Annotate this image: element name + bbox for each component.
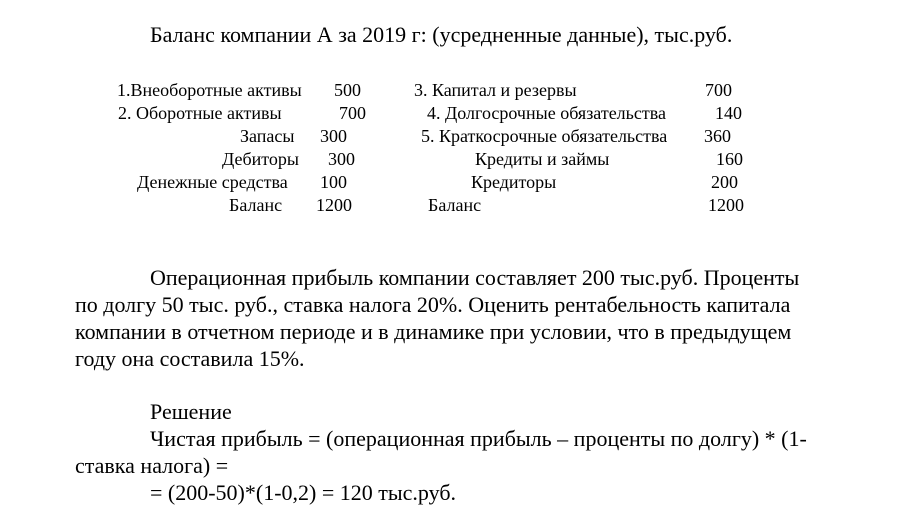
solution-line-2: ставка налога) = (75, 453, 229, 478)
problem-line-3: компании в отчетном периоде и в динамике при условии, что в предыдущем (75, 319, 792, 344)
asset-value-inventory: 300 (320, 126, 347, 146)
liab-value-loans: 160 (716, 149, 743, 169)
problem-line-4: году она составила 15%. (75, 346, 305, 371)
asset-value-total: 1200 (316, 195, 352, 215)
liab-value-equity: 700 (705, 80, 732, 100)
asset-value-current: 700 (339, 103, 366, 123)
problem-line-1: Операционная прибыль компании составляет 200 тыс.руб. Проценты (150, 265, 800, 290)
liab-label-loans: Кредиты и займы (475, 149, 610, 169)
liab-value-longterm: 140 (715, 103, 742, 123)
asset-value-cash: 100 (320, 172, 347, 192)
asset-value-noncurrent: 500 (334, 80, 361, 100)
asset-label-current: 2. Оборотные активы (118, 103, 282, 123)
problem-line-2: по долгу 50 тыс. руб., ставка налога 20%. Оценить рентабельность капитала (75, 292, 791, 317)
liab-label-creditors: Кредиторы (471, 172, 557, 192)
asset-value-debtors: 300 (328, 149, 355, 169)
liab-label-longterm: 4. Долгосрочные обязательства (427, 103, 666, 123)
asset-label-noncurrent: 1.Внеоборотные активы (117, 80, 302, 100)
liab-label-equity: 3. Капитал и резервы (414, 80, 577, 100)
asset-label-debtors: Дебиторы (222, 149, 300, 169)
liab-value-creditors: 200 (711, 172, 738, 192)
solution-line-3: = (200-50)*(1-0,2) = 120 тыс.руб. (150, 480, 457, 505)
liab-value-shortterm: 360 (704, 126, 731, 146)
asset-label-cash: Денежные средства (137, 172, 288, 192)
liab-label-shortterm: 5. Краткосрочные обязательства (421, 126, 668, 146)
solution-heading: Решение (150, 399, 232, 424)
document-title: Баланс компании А за 2019 г: (усредненные данные), тыс.руб. (150, 22, 733, 47)
liab-value-total: 1200 (708, 195, 744, 215)
solution-line-1: Чистая прибыль = (операционная прибыль – проценты по долгу) * (1- (150, 426, 807, 451)
liab-label-total: Баланс (428, 195, 482, 215)
asset-label-total: Баланс (229, 195, 283, 215)
asset-label-inventory: Запасы (240, 126, 295, 146)
